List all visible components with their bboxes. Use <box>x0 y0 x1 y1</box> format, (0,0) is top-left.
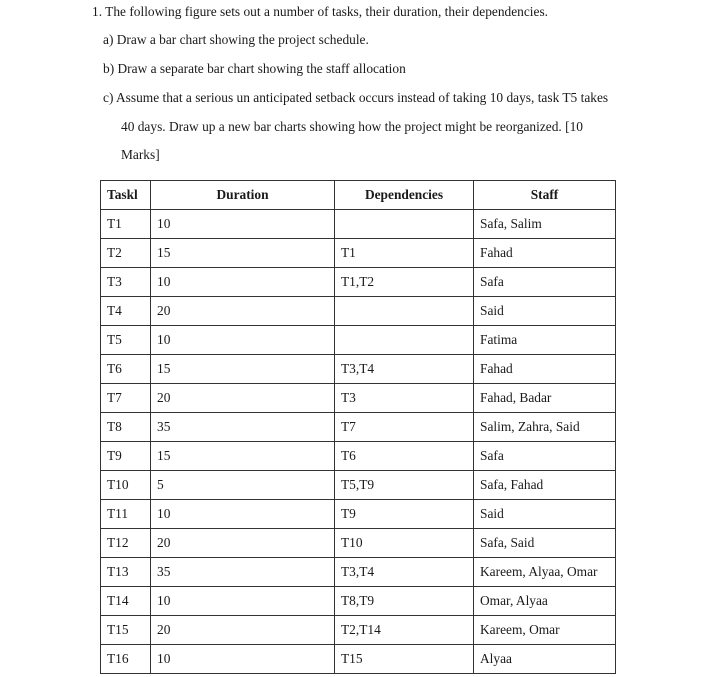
cell-task: T6 <box>101 355 151 384</box>
cell-staff: Omar, Alyaa <box>474 587 616 616</box>
question-part-c-line-3: Marks] <box>121 147 160 162</box>
cell-dependencies: T3,T4 <box>335 558 474 587</box>
cell-dependencies: T7 <box>335 413 474 442</box>
cell-staff: Said <box>474 500 616 529</box>
cell-staff: Safa, Said <box>474 529 616 558</box>
table-row <box>101 210 616 239</box>
table-row <box>101 442 616 471</box>
cell-duration: 20 <box>151 616 335 645</box>
cell-dependencies <box>335 210 474 239</box>
cell-duration: 10 <box>151 326 335 355</box>
cell-dependencies: T2,T14 <box>335 616 474 645</box>
table-row <box>101 558 616 587</box>
cell-staff: Alyaa <box>474 645 616 674</box>
cell-dependencies: T8,T9 <box>335 587 474 616</box>
cell-duration: 10 <box>151 645 335 674</box>
table-row <box>101 384 616 413</box>
cell-duration: 10 <box>151 500 335 529</box>
task-table <box>100 180 616 674</box>
cell-task: T5 <box>101 326 151 355</box>
cell-staff: Safa <box>474 442 616 471</box>
cell-dependencies <box>335 297 474 326</box>
cell-duration: 20 <box>151 384 335 413</box>
question-part-c-line-2: 40 days. Draw up a new bar charts showing how the project might be reorganized. [10 <box>121 119 583 134</box>
table-row <box>101 645 616 674</box>
cell-duration: 5 <box>151 471 335 500</box>
header-staff: Staff <box>474 181 616 210</box>
table-header-row <box>101 181 616 210</box>
cell-staff: Salim, Zahra, Said <box>474 413 616 442</box>
cell-dependencies: T1,T2 <box>335 268 474 297</box>
cell-staff: Said <box>474 297 616 326</box>
cell-staff: Safa, Salim <box>474 210 616 239</box>
table-row <box>101 616 616 645</box>
cell-task: T3 <box>101 268 151 297</box>
cell-staff: Fahad <box>474 355 616 384</box>
cell-duration: 20 <box>151 297 335 326</box>
cell-dependencies: T6 <box>335 442 474 471</box>
cell-task: T11 <box>101 500 151 529</box>
cell-duration: 15 <box>151 239 335 268</box>
question-text: 1. The following figure sets out a number of tasks, their duration, their dependencies. <box>92 4 549 19</box>
table-row <box>101 239 616 268</box>
table-row <box>101 471 616 500</box>
cell-duration: 10 <box>151 210 335 239</box>
table-row <box>101 500 616 529</box>
cell-dependencies: T1 <box>335 239 474 268</box>
cell-task: T7 <box>101 384 151 413</box>
question-part-c-line-1: c) Assume that a serious un anticipated setback occurs instead of taking 10 days, task T5 takes <box>103 90 609 105</box>
cell-staff: Kareem, Omar <box>474 616 616 645</box>
cell-duration: 35 <box>151 558 335 587</box>
cell-dependencies: T3,T4 <box>335 355 474 384</box>
cell-task: T10 <box>101 471 151 500</box>
cell-task: T8 <box>101 413 151 442</box>
cell-dependencies: T15 <box>335 645 474 674</box>
header-dependencies: Dependencies <box>335 181 474 210</box>
cell-duration: 15 <box>151 442 335 471</box>
cell-task: T9 <box>101 442 151 471</box>
cell-dependencies <box>335 326 474 355</box>
question-part-a: a) Draw a bar chart showing the project schedule. <box>103 32 369 47</box>
cell-task: T13 <box>101 558 151 587</box>
table-row <box>101 413 616 442</box>
cell-staff: Fatima <box>474 326 616 355</box>
header-task: Taskl <box>101 181 151 210</box>
cell-dependencies: T10 <box>335 529 474 558</box>
cell-task: T12 <box>101 529 151 558</box>
cell-task: T2 <box>101 239 151 268</box>
cell-dependencies: T9 <box>335 500 474 529</box>
cell-duration: 10 <box>151 587 335 616</box>
cell-task: T1 <box>101 210 151 239</box>
cell-dependencies: T5,T9 <box>335 471 474 500</box>
cell-staff: Fahad, Badar <box>474 384 616 413</box>
table-row <box>101 268 616 297</box>
cell-task: T14 <box>101 587 151 616</box>
header-duration: Duration <box>151 181 335 210</box>
table-row <box>101 355 616 384</box>
cell-staff: Safa, Fahad <box>474 471 616 500</box>
cell-dependencies: T3 <box>335 384 474 413</box>
cell-duration: 20 <box>151 529 335 558</box>
cell-staff: Fahad <box>474 239 616 268</box>
cell-duration: 15 <box>151 355 335 384</box>
cell-staff: Kareem, Alyaa, Omar <box>474 558 616 587</box>
cell-task: T4 <box>101 297 151 326</box>
question-part-b: b) Draw a separate bar chart showing the staff allocation <box>103 61 406 76</box>
cell-duration: 10 <box>151 268 335 297</box>
cell-staff: Safa <box>474 268 616 297</box>
table-row <box>101 587 616 616</box>
cell-task: T15 <box>101 616 151 645</box>
table-row <box>101 326 616 355</box>
table-row <box>101 297 616 326</box>
cell-task: T16 <box>101 645 151 674</box>
cell-duration: 35 <box>151 413 335 442</box>
table-row <box>101 529 616 558</box>
